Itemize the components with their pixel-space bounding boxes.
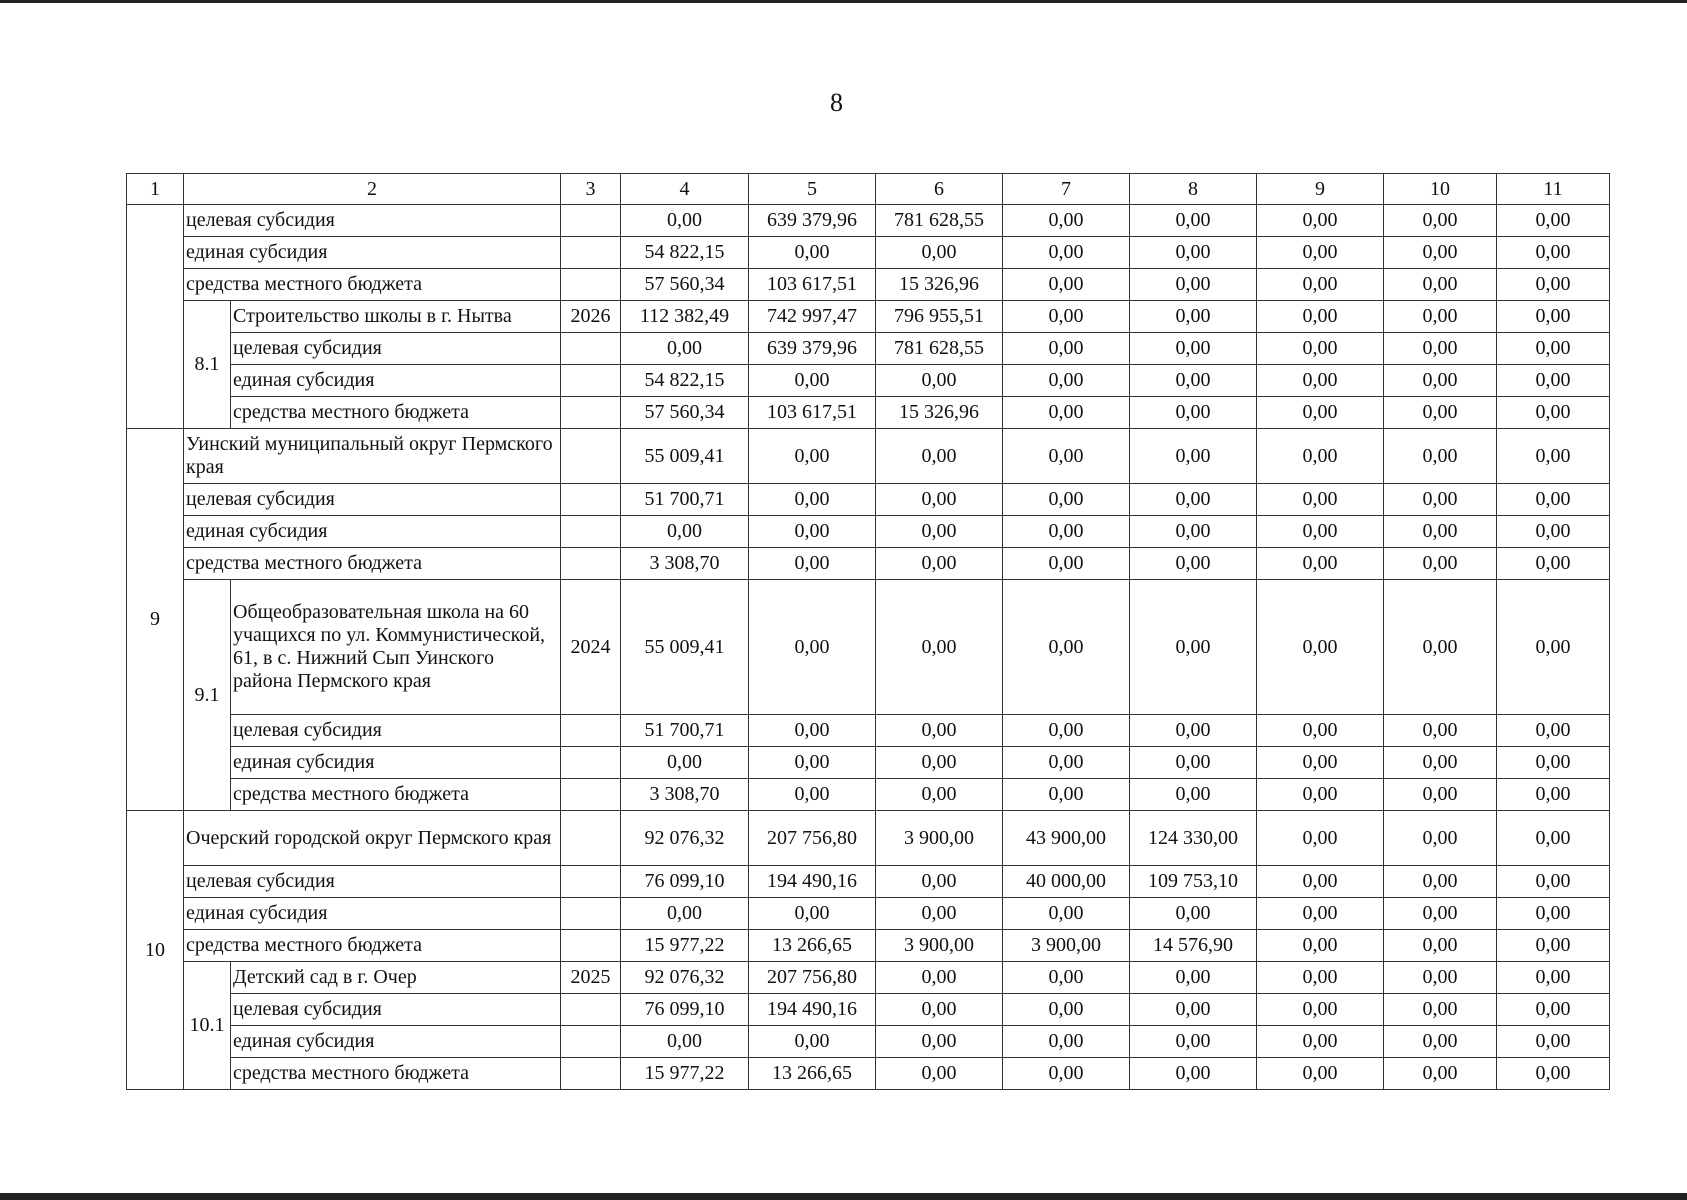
value-cell: 0,00 [1384, 747, 1497, 779]
row-label: целевая субсидия [231, 715, 561, 747]
value-cell: 796 955,51 [876, 301, 1003, 333]
column-number: 1 [127, 174, 184, 205]
row-label: единая субсидия [231, 1026, 561, 1058]
value-cell: 0,00 [1257, 715, 1384, 747]
value-cell: 57 560,34 [621, 397, 749, 429]
value-cell: 0,00 [1497, 994, 1610, 1026]
value-cell: 194 490,16 [749, 866, 876, 898]
value-cell: 0,00 [749, 580, 876, 715]
value-cell: 15 977,22 [621, 930, 749, 962]
value-cell: 0,00 [1257, 205, 1384, 237]
value-cell: 0,00 [876, 994, 1003, 1026]
table-row [127, 397, 1610, 429]
value-cell: 3 900,00 [876, 930, 1003, 962]
year-cell: 2026 [561, 301, 621, 333]
value-cell: 0,00 [1497, 269, 1610, 301]
value-cell: 76 099,10 [621, 994, 749, 1026]
value-cell: 109 753,10 [1130, 866, 1257, 898]
value-cell: 0,00 [1257, 237, 1384, 269]
value-cell: 3 308,70 [621, 779, 749, 811]
value-cell: 13 266,65 [749, 1058, 876, 1090]
year-cell [561, 269, 621, 301]
year-cell [561, 715, 621, 747]
value-cell: 0,00 [1257, 930, 1384, 962]
value-cell: 0,00 [621, 205, 749, 237]
value-cell: 76 099,10 [621, 866, 749, 898]
value-cell: 0,00 [1257, 429, 1384, 484]
value-cell: 3 900,00 [876, 811, 1003, 866]
value-cell: 0,00 [1130, 898, 1257, 930]
year-cell [561, 397, 621, 429]
value-cell: 15 326,96 [876, 397, 1003, 429]
value-cell: 781 628,55 [876, 205, 1003, 237]
value-cell: 55 009,41 [621, 580, 749, 715]
value-cell: 0,00 [1130, 269, 1257, 301]
row-label: Общеобразовательная школа на 60 учащихся по ул. Коммунистической, 61, в с. Нижний Сып Уинского района Пермского края [231, 580, 561, 715]
row-label: целевая субсидия [231, 333, 561, 365]
value-cell: 0,00 [1384, 1026, 1497, 1058]
value-cell: 207 756,80 [749, 811, 876, 866]
sub-item-number: 10.1 [184, 962, 231, 1090]
table-row [127, 205, 1610, 237]
value-cell: 0,00 [1257, 866, 1384, 898]
value-cell: 0,00 [749, 516, 876, 548]
year-cell [561, 429, 621, 484]
value-cell: 0,00 [1384, 811, 1497, 866]
scan-edge-bottom [0, 1193, 1687, 1200]
value-cell: 0,00 [1497, 429, 1610, 484]
value-cell: 0,00 [1384, 397, 1497, 429]
value-cell: 0,00 [1003, 747, 1130, 779]
value-cell: 0,00 [1130, 333, 1257, 365]
value-cell: 0,00 [1384, 429, 1497, 484]
value-cell: 0,00 [1130, 779, 1257, 811]
table-row [127, 994, 1610, 1026]
value-cell: 0,00 [1003, 580, 1130, 715]
value-cell: 0,00 [1384, 715, 1497, 747]
value-cell: 0,00 [876, 747, 1003, 779]
value-cell: 0,00 [1003, 269, 1130, 301]
budget-table [126, 173, 1610, 1090]
table-row [127, 1058, 1610, 1090]
row-label: средства местного бюджета [231, 1058, 561, 1090]
value-cell: 0,00 [1257, 269, 1384, 301]
table-row [127, 516, 1610, 548]
value-cell: 0,00 [876, 237, 1003, 269]
year-cell [561, 866, 621, 898]
value-cell: 0,00 [1257, 811, 1384, 866]
value-cell: 51 700,71 [621, 715, 749, 747]
year-cell [561, 205, 621, 237]
value-cell: 194 490,16 [749, 994, 876, 1026]
page-number: 8 [830, 88, 843, 117]
value-cell: 112 382,49 [621, 301, 749, 333]
value-cell: 0,00 [1003, 548, 1130, 580]
year-cell [561, 1026, 621, 1058]
value-cell: 0,00 [1003, 779, 1130, 811]
column-number: 6 [876, 174, 1003, 205]
value-cell: 40 000,00 [1003, 866, 1130, 898]
value-cell: 639 379,96 [749, 205, 876, 237]
table-row [127, 898, 1610, 930]
value-cell: 0,00 [1130, 205, 1257, 237]
value-cell: 0,00 [1130, 548, 1257, 580]
row-label: единая субсидия [231, 365, 561, 397]
value-cell: 0,00 [1003, 516, 1130, 548]
value-cell: 0,00 [1497, 205, 1610, 237]
value-cell: 0,00 [1384, 779, 1497, 811]
row-label: средства местного бюджета [231, 397, 561, 429]
value-cell: 0,00 [1384, 898, 1497, 930]
value-cell: 0,00 [749, 715, 876, 747]
row-label: средства местного бюджета [184, 269, 561, 301]
row-label: Уинский муниципальный округ Пермского края [184, 429, 561, 484]
value-cell: 0,00 [876, 1026, 1003, 1058]
value-cell: 0,00 [1257, 333, 1384, 365]
year-cell [561, 484, 621, 516]
value-cell: 0,00 [1497, 866, 1610, 898]
row-label: единая субсидия [184, 237, 561, 269]
value-cell: 0,00 [1257, 1058, 1384, 1090]
table-row [127, 930, 1610, 962]
value-cell: 0,00 [1384, 205, 1497, 237]
table-row [127, 715, 1610, 747]
value-cell: 54 822,15 [621, 365, 749, 397]
row-label: единая субсидия [231, 747, 561, 779]
row-label: единая субсидия [184, 516, 561, 548]
value-cell: 0,00 [1130, 484, 1257, 516]
year-cell: 2025 [561, 962, 621, 994]
value-cell: 0,00 [1384, 580, 1497, 715]
year-cell [561, 1058, 621, 1090]
item-number: 10 [127, 811, 184, 1090]
value-cell: 55 009,41 [621, 429, 749, 484]
value-cell: 0,00 [1003, 484, 1130, 516]
value-cell: 0,00 [1257, 365, 1384, 397]
value-cell: 0,00 [1497, 237, 1610, 269]
column-number: 11 [1497, 174, 1610, 205]
value-cell: 0,00 [1003, 1058, 1130, 1090]
table-row [127, 269, 1610, 301]
row-label: целевая субсидия [184, 484, 561, 516]
value-cell: 0,00 [1497, 484, 1610, 516]
table-row [127, 1026, 1610, 1058]
year-cell [561, 930, 621, 962]
value-cell: 3 308,70 [621, 548, 749, 580]
table-row [127, 747, 1610, 779]
row-label: целевая субсидия [184, 205, 561, 237]
table-row [127, 866, 1610, 898]
value-cell: 0,00 [621, 333, 749, 365]
value-cell: 0,00 [749, 237, 876, 269]
value-cell: 639 379,96 [749, 333, 876, 365]
value-cell: 0,00 [1497, 301, 1610, 333]
value-cell: 0,00 [1384, 516, 1497, 548]
table-row [127, 484, 1610, 516]
value-cell: 0,00 [876, 429, 1003, 484]
value-cell: 0,00 [876, 866, 1003, 898]
year-cell [561, 365, 621, 397]
value-cell: 0,00 [749, 365, 876, 397]
value-cell: 0,00 [1130, 1058, 1257, 1090]
value-cell: 0,00 [1257, 747, 1384, 779]
value-cell: 0,00 [1257, 1026, 1384, 1058]
value-cell: 13 266,65 [749, 930, 876, 962]
column-number: 2 [184, 174, 561, 205]
value-cell: 0,00 [1130, 397, 1257, 429]
value-cell: 742 997,47 [749, 301, 876, 333]
value-cell: 0,00 [1497, 1058, 1610, 1090]
value-cell: 0,00 [749, 1026, 876, 1058]
value-cell: 0,00 [1003, 994, 1130, 1026]
table-row [127, 301, 1610, 333]
year-cell [561, 898, 621, 930]
value-cell: 15 326,96 [876, 269, 1003, 301]
value-cell: 0,00 [1003, 397, 1130, 429]
value-cell: 0,00 [1003, 429, 1130, 484]
value-cell: 57 560,34 [621, 269, 749, 301]
table-row [127, 548, 1610, 580]
table-row [127, 779, 1610, 811]
value-cell: 92 076,32 [621, 811, 749, 866]
value-cell: 0,00 [1497, 962, 1610, 994]
value-cell: 0,00 [876, 580, 1003, 715]
value-cell: 0,00 [1497, 548, 1610, 580]
value-cell: 0,00 [1257, 962, 1384, 994]
value-cell: 0,00 [621, 1026, 749, 1058]
value-cell: 43 900,00 [1003, 811, 1130, 866]
value-cell: 103 617,51 [749, 269, 876, 301]
year-cell [561, 237, 621, 269]
year-cell [561, 811, 621, 866]
value-cell: 0,00 [1497, 747, 1610, 779]
value-cell: 0,00 [1384, 365, 1497, 397]
value-cell: 0,00 [1130, 301, 1257, 333]
value-cell: 0,00 [876, 962, 1003, 994]
column-number: 9 [1257, 174, 1384, 205]
value-cell: 0,00 [876, 1058, 1003, 1090]
value-cell: 0,00 [1497, 930, 1610, 962]
value-cell: 15 977,22 [621, 1058, 749, 1090]
year-cell [561, 994, 621, 1026]
value-cell: 0,00 [1257, 484, 1384, 516]
value-cell: 0,00 [1384, 237, 1497, 269]
column-number: 5 [749, 174, 876, 205]
value-cell: 0,00 [876, 516, 1003, 548]
value-cell: 0,00 [1384, 994, 1497, 1026]
value-cell: 207 756,80 [749, 962, 876, 994]
value-cell: 0,00 [1257, 779, 1384, 811]
year-cell [561, 779, 621, 811]
value-cell: 14 576,90 [1130, 930, 1257, 962]
value-cell: 0,00 [1130, 715, 1257, 747]
value-cell: 0,00 [1130, 237, 1257, 269]
row-label: Очерский городской округ Пермского края [184, 811, 561, 866]
column-number: 7 [1003, 174, 1130, 205]
year-cell: 2024 [561, 580, 621, 715]
value-cell: 0,00 [1497, 516, 1610, 548]
value-cell: 0,00 [749, 429, 876, 484]
value-cell: 0,00 [1257, 580, 1384, 715]
value-cell: 0,00 [876, 779, 1003, 811]
sub-item-number: 9.1 [184, 580, 231, 811]
value-cell: 0,00 [1497, 365, 1610, 397]
row-label: средства местного бюджета [184, 930, 561, 962]
value-cell: 0,00 [876, 365, 1003, 397]
value-cell: 92 076,32 [621, 962, 749, 994]
value-cell: 0,00 [1497, 333, 1610, 365]
value-cell: 0,00 [749, 898, 876, 930]
value-cell: 0,00 [1003, 237, 1130, 269]
value-cell: 3 900,00 [1003, 930, 1130, 962]
value-cell: 0,00 [621, 516, 749, 548]
value-cell: 0,00 [1130, 580, 1257, 715]
value-cell: 781 628,55 [876, 333, 1003, 365]
value-cell: 0,00 [1257, 898, 1384, 930]
value-cell: 0,00 [1497, 397, 1610, 429]
item-number [127, 205, 184, 429]
value-cell: 0,00 [1384, 548, 1497, 580]
value-cell: 0,00 [1384, 484, 1497, 516]
value-cell: 0,00 [876, 484, 1003, 516]
value-cell: 0,00 [1003, 898, 1130, 930]
column-number: 8 [1130, 174, 1257, 205]
value-cell: 0,00 [1257, 516, 1384, 548]
value-cell: 0,00 [1130, 516, 1257, 548]
value-cell: 0,00 [1257, 301, 1384, 333]
value-cell: 0,00 [1130, 1026, 1257, 1058]
value-cell: 51 700,71 [621, 484, 749, 516]
value-cell: 0,00 [876, 898, 1003, 930]
row-label: целевая субсидия [231, 994, 561, 1026]
value-cell: 0,00 [1003, 333, 1130, 365]
value-cell: 0,00 [749, 484, 876, 516]
value-cell: 0,00 [1130, 962, 1257, 994]
column-number: 3 [561, 174, 621, 205]
value-cell: 0,00 [1130, 994, 1257, 1026]
value-cell: 0,00 [1130, 365, 1257, 397]
table-row [127, 962, 1610, 994]
value-cell: 0,00 [1384, 962, 1497, 994]
value-cell: 0,00 [1257, 994, 1384, 1026]
item-number: 9 [127, 429, 184, 811]
value-cell: 103 617,51 [749, 397, 876, 429]
value-cell: 0,00 [876, 548, 1003, 580]
year-cell [561, 516, 621, 548]
value-cell: 0,00 [876, 715, 1003, 747]
table-row [127, 811, 1610, 866]
table-row [127, 333, 1610, 365]
value-cell: 0,00 [749, 747, 876, 779]
table-row [127, 580, 1610, 715]
value-cell: 0,00 [621, 898, 749, 930]
value-cell: 0,00 [1130, 747, 1257, 779]
value-cell: 0,00 [1003, 365, 1130, 397]
value-cell: 0,00 [1384, 301, 1497, 333]
table-row [127, 237, 1610, 269]
value-cell: 0,00 [1003, 962, 1130, 994]
value-cell: 0,00 [1497, 580, 1610, 715]
value-cell: 0,00 [1497, 779, 1610, 811]
value-cell: 0,00 [749, 779, 876, 811]
row-label: Строительство школы в г. Нытва [231, 301, 561, 333]
table-row [127, 365, 1610, 397]
value-cell: 0,00 [749, 548, 876, 580]
value-cell: 0,00 [1497, 898, 1610, 930]
value-cell: 0,00 [621, 747, 749, 779]
value-cell: 0,00 [1003, 1026, 1130, 1058]
value-cell: 0,00 [1003, 301, 1130, 333]
sub-item-number: 8.1 [184, 301, 231, 429]
row-label: средства местного бюджета [231, 779, 561, 811]
value-cell: 0,00 [1384, 866, 1497, 898]
row-label: целевая субсидия [184, 866, 561, 898]
year-cell [561, 548, 621, 580]
value-cell: 124 330,00 [1130, 811, 1257, 866]
value-cell: 0,00 [1384, 269, 1497, 301]
year-cell [561, 747, 621, 779]
value-cell: 0,00 [1003, 205, 1130, 237]
value-cell: 0,00 [1257, 548, 1384, 580]
row-label: единая субсидия [184, 898, 561, 930]
row-label: средства местного бюджета [184, 548, 561, 580]
row-label: Детский сад в г. Очер [231, 962, 561, 994]
value-cell: 0,00 [1384, 930, 1497, 962]
value-cell: 0,00 [1497, 1026, 1610, 1058]
value-cell: 0,00 [1003, 715, 1130, 747]
scan-edge-top [0, 0, 1687, 3]
value-cell: 0,00 [1497, 715, 1610, 747]
value-cell: 0,00 [1384, 1058, 1497, 1090]
value-cell: 0,00 [1257, 397, 1384, 429]
year-cell [561, 333, 621, 365]
value-cell: 0,00 [1384, 333, 1497, 365]
value-cell: 0,00 [1130, 429, 1257, 484]
column-number: 4 [621, 174, 749, 205]
table-row [127, 429, 1610, 484]
value-cell: 0,00 [1497, 811, 1610, 866]
header-row [127, 174, 1610, 205]
column-number: 10 [1384, 174, 1497, 205]
value-cell: 54 822,15 [621, 237, 749, 269]
